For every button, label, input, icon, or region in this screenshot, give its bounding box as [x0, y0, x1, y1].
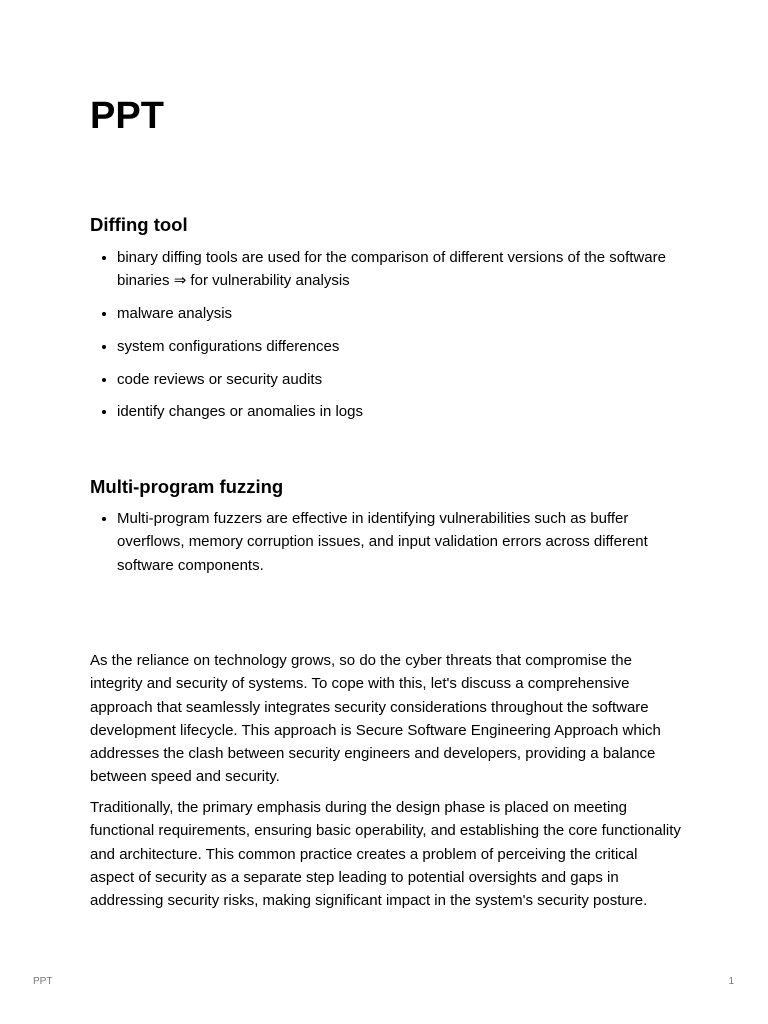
list-item: • malware analysis	[117, 302, 680, 325]
diffing-tool-bullet-list	[90, 246, 680, 433]
page-number: 1	[728, 976, 734, 987]
list-item: • code reviews or security audits	[117, 368, 680, 391]
list-item: • system configurations differences	[117, 335, 680, 358]
list-item: • identify changes or anomalies in logs	[117, 400, 680, 423]
body-paragraph: Traditionally, the primary emphasis during the design phase is placed on meeting functional requirements, ensuring basic operability, and establishing the core functionality and architecture. This common practice creates a problem of perceiving the critical aspect of security as a separate step leading to potential oversights and gaps in addressing security risks, making significant impact in the system's security posture.	[90, 799, 681, 910]
multi-program-fuzzing-bullet-list	[90, 507, 680, 586]
list-item: • binary diffing tools are used for the comparison of different versions of the software binaries ⇒ for vulnerability analysis	[117, 246, 680, 293]
section-heading-diffing-tool: Diffing tool	[90, 214, 188, 235]
footer-title: PPT	[33, 976, 53, 987]
section-heading-multi-program-fuzzing: Multi-program fuzzing	[90, 476, 284, 497]
body-paragraph: As the reliance on technology grows, so do the cyber threats that compromise the integrity and security of systems. To cope with this, let's discuss a comprehensive approach that seamlessly integrates security considerations throughout the software development lifecycle. This approach is Secure Software Engineering Approach which addresses the clash between security engineers and developers, providing a balance between speed and security.	[90, 652, 661, 786]
document-title: PPT	[90, 95, 164, 137]
list-item: • Multi-program fuzzers are effective in identifying vulnerabilities such as buffer overflows, memory corruption issues, and input validation errors across different software components.	[117, 507, 680, 577]
